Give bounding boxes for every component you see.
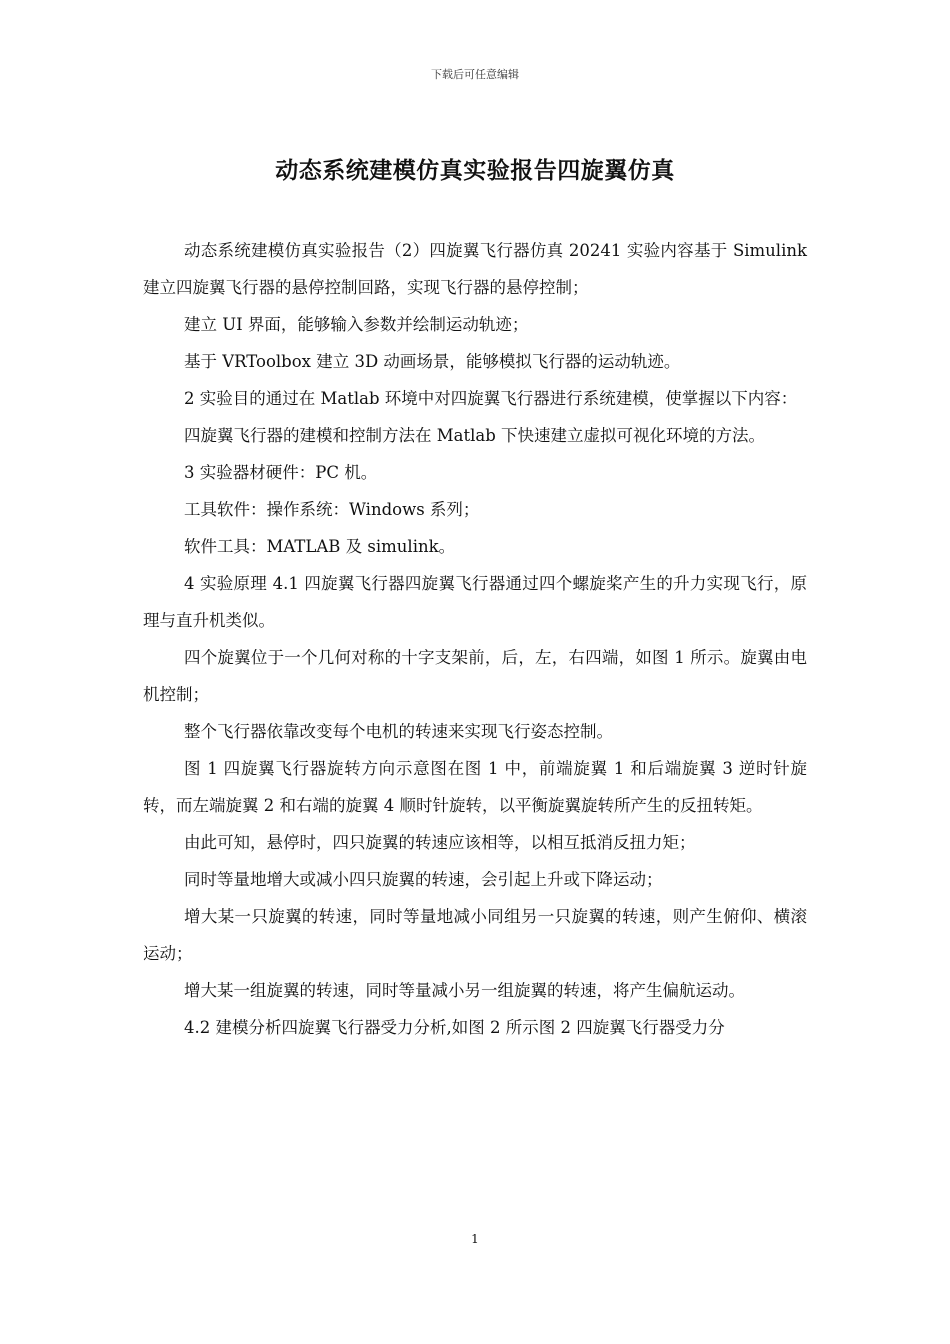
paragraph: 软件工具：MATLAB 及 simulink。 (184, 537, 456, 556)
paragraph: 4 实验原理 4.1 四旋翼飞行器四旋翼飞行器通过四个螺旋桨产生的升力实现飞行，原理与直升机类似。 (143, 574, 807, 630)
paragraph: 建立 UI 界面，能够输入参数并绘制运动轨迹； (184, 315, 529, 334)
paragraph: 四旋翼飞行器的建模和控制方法在 Matlab 下快速建立虚拟可视化环境的方法。 (184, 426, 766, 445)
paragraph: 由此可知，悬停时，四只旋翼的转速应该相等，以相互抵消反扭力矩； (184, 833, 696, 852)
paragraph: 2 实验目的通过在 Matlab 环境中对四旋翼飞行器进行系统建模，使掌握以下内容： (184, 389, 798, 408)
document-title: 动态系统建模仿真实验报告四旋翼仿真 (275, 157, 675, 184)
document-body (143, 232, 807, 1046)
paragraph: 工具软件：操作系统：Windows 系列； (184, 500, 480, 519)
paragraph: 四个旋翼位于一个几何对称的十字支架前，后，左，右四端，如图 1 所示。旋翼由电机控制； (143, 648, 807, 704)
paragraph: 4.2 建模分析四旋翼飞行器受力分析,如图 2 所示图 2 四旋翼飞行器受力分 (184, 1018, 725, 1037)
paragraph: 基于 VRToolbox 建立 3D 动画场景，能够模拟飞行器的运动轨迹。 (184, 352, 681, 371)
paragraph: 动态系统建模仿真实验报告（2）四旋翼飞行器仿真 20241 实验内容基于 Simulink 建立四旋翼飞行器的悬停控制回路，实现飞行器的悬停控制； (143, 241, 807, 297)
paragraph: 3 实验器材硬件：PC 机。 (184, 463, 378, 482)
page-number: 1 (471, 1232, 479, 1246)
paragraph: 整个飞行器依靠改变每个电机的转速来实现飞行姿态控制。 (184, 722, 613, 741)
paragraph: 图 1 四旋翼飞行器旋转方向示意图在图 1 中，前端旋翼 1 和后端旋翼 3 逆时针旋转，而左端旋翼 2 和右端的旋翼 4 顺时针旋转，以平衡旋翼旋转所产生的反扭转矩。 (143, 759, 807, 815)
paragraph: 增大某一只旋翼的转速，同时等量地减小同组另一只旋翼的转速，则产生俯仰、横滚运动； (143, 907, 807, 963)
paragraph: 同时等量地增大或减小四只旋翼的转速，会引起上升或下降运动； (184, 870, 663, 889)
paragraph: 增大某一组旋翼的转速，同时等量减小另一组旋翼的转速，将产生偏航运动。 (184, 981, 745, 1000)
header-note: 下载后可任意编辑 (431, 68, 519, 81)
